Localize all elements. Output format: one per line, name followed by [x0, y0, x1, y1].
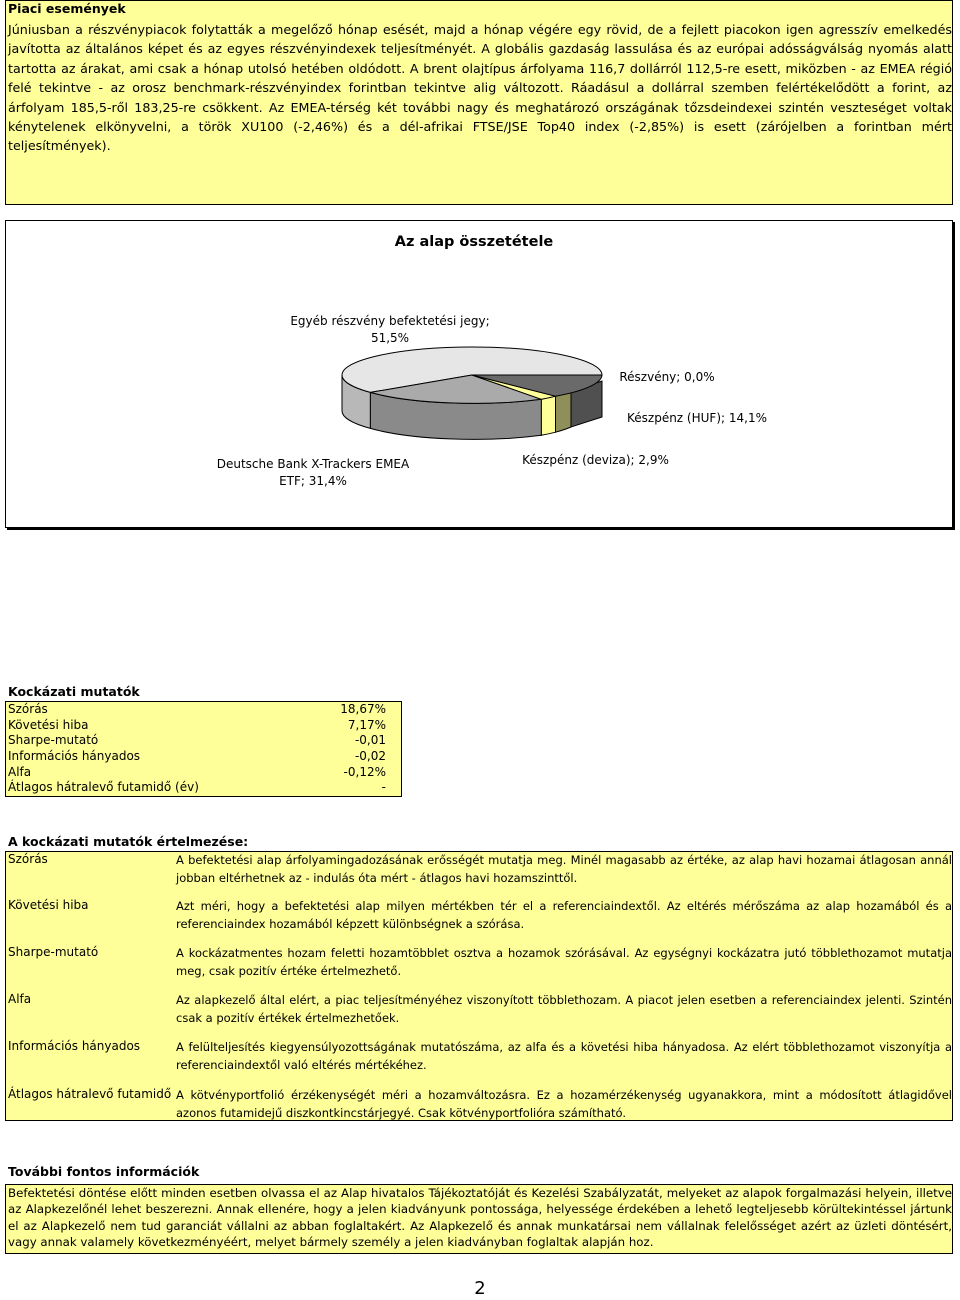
interp-definition: A kockázatmentes hozam feletti hozamtöbblet osztva a hozamok szórásával. Az egységnyi kockázatra jutó többlethozamot mutatja meg, csak pozitív értéke értelmezhető. — [176, 946, 952, 978]
interp-definition: A befektetési alap árfolyamingadozásának erősségét mutatja meg. Minél magasabb az értéke, az alap havi hozamai átlagosan annál jobban eltérhetnek az - indulás óta mért - átlagos havi hozamszinttől. — [176, 853, 952, 885]
pie-slice-reszveny-side — [556, 391, 572, 432]
risk-row-sharpe — [6, 733, 401, 749]
interpretation-title: A kockázati mutatók értelmezése: — [8, 834, 249, 849]
risk-value: - — [381, 780, 386, 795]
interp-definition: A kötvényportfolió érzékenységét méri a hozamváltozásra. Ez a hozamérzékenység ugyanakkora, mint a módosított átlagidővel azonos futamidejű diszkontkincstárjegyé. Csak kötvényportfolióra számítható. — [176, 1088, 952, 1120]
interp-term: Sharpe-mutató — [8, 945, 99, 959]
label-db — [213, 456, 413, 490]
label-reszveny: Részvény; 0,0% — [619, 370, 715, 384]
risk-title: Kockázati mutatók — [8, 684, 140, 699]
interp-definition: Azt méri, hogy a befektetési alap milyen mértékben tér el a referenciaindextől. Az eltérés mérőszáma az alap hozamából és a referenciaindex hozamából képzett különbségnek a szórása. — [176, 899, 952, 931]
risk-label: Követési hiba — [8, 717, 89, 732]
label-egyeb-value: 51,5% — [370, 331, 410, 345]
risk-value: 18,67% — [340, 702, 386, 716]
label-db-value: ETF; 31,4% — [279, 474, 347, 488]
risk-value: -0,02 — [354, 749, 386, 764]
risk-value: -0,01 — [354, 733, 386, 748]
chart-title: Az alap összetétele — [394, 234, 554, 250]
risk-row-szoras — [6, 702, 401, 718]
risk-row-futamido — [6, 780, 401, 796]
interp-term: Szórás — [8, 852, 48, 866]
risk-label: Alfa — [8, 764, 32, 779]
label-egyeb-name: Egyéb részvény befektetési jegy; — [290, 314, 490, 328]
risk-label: Szórás — [8, 702, 48, 716]
interp-definition: A felülteljesítés kiegyensúlyozottságának mutatószáma, az alfa és a követési hiba hányadosa. Az elért többlethozamot viszonyítja a referenciaindextől való eltérés mértékéhez. — [176, 1040, 952, 1072]
info-text: Befektetési döntése előtt minden esetben olvassa el az Alap hivatalos Tájékoztatóját és Kezelési Szabályzatát, melyeket az alapok forgalmazási helyein, illetve az Alapkezelőnél lehet beszerezni. Annak ellenére, hogy a jelen kiadványunk pontossága, helyessége érdekében a lehető legteljesebb körültekintéssel jártunk el az Alapkezelő nem tud garanciát vállalni az abban foglaltakért. Az Alapkezelő és annak munkatársai nem vállalnak felelősséget azért az üzleti döntésért, vagy annak valamely következményéért, melyet bármely személy a jelen kiadványban foglaltak alapján hoz. — [8, 1186, 952, 1249]
interp-term: Alfa — [8, 992, 32, 1006]
info-title: További fontos információk — [8, 1164, 200, 1179]
risk-label: Átlagos hátralevő futamidő (év) — [8, 780, 199, 795]
label-deviza: Készpénz (deviza); 2,9% — [522, 453, 669, 467]
risk-value: 7,17% — [347, 717, 386, 732]
risk-row-kovetesi-hiba — [6, 718, 401, 734]
interp-term: Követési hiba — [8, 898, 89, 912]
label-egyeb — [270, 313, 510, 347]
interp-definition: Az alapkezelő által elért, a piac teljesítményéhez viszonyított többlethozam. A piacot jelen esetben a referenciaindex jelenti. Szintén csak a pozitív értékek értelmezhetőek. — [176, 993, 952, 1025]
interpretation-box — [5, 851, 953, 1121]
risk-label: Információs hányados — [8, 749, 141, 764]
label-db-name: Deutsche Bank X-Trackers EMEA — [216, 457, 410, 471]
label-huf: Készpénz (HUF); 14,1% — [627, 411, 767, 425]
page-number: 2 — [474, 1278, 486, 1299]
risk-row-informacios — [6, 749, 401, 765]
interp-term: Információs hányados — [8, 1039, 141, 1053]
risk-label: Sharpe-mutató — [8, 733, 99, 748]
risk-value: -0,12% — [343, 764, 386, 779]
risk-row-alfa — [6, 765, 401, 781]
pie-chart — [0, 0, 960, 560]
pie-slice-deviza-side — [541, 396, 555, 435]
market-events-title: Piaci események — [8, 1, 126, 16]
market-events-text: Júniusban a részvénypiacok folytatták a megelőző hónap esését, majd a hónap végére egy rövid, de a fejlett piacokon igen agresszív emelkedés javította az általános képet és az egyes részvényindexek teljesítményét. A globális gazdaság lassulása és az európai adósságválság nyomás alatt tartotta az árakat, ami csak a hónap utolsó hetében oldódott. A brent olajtípus árfolyama 116,7 dollárról 112,5-re esett, miközben - az EMEA régió felé tekintve - az orosz benchmark-részvényindex forintban tekintve alig változott. Ráadásul a dollárral szemben felértékelődött a forint, az árfolyam 185,5-ről 183,25-re csökkent. Az EMEA-térség két további nagy és meghatározó országának tőzsdeindexei szintén veszteséget voltak kénytelenek elkönyvelni, a török XU100 (-2,46%) és a dél-afrikai FTSE/JSE Top40 index (-2,85%) is esett (zárójelben a forintban mért teljesítmények). — [8, 22, 952, 154]
risk-table — [5, 701, 402, 797]
interp-term: Átlagos hátralevő futamidő — [8, 1087, 172, 1101]
